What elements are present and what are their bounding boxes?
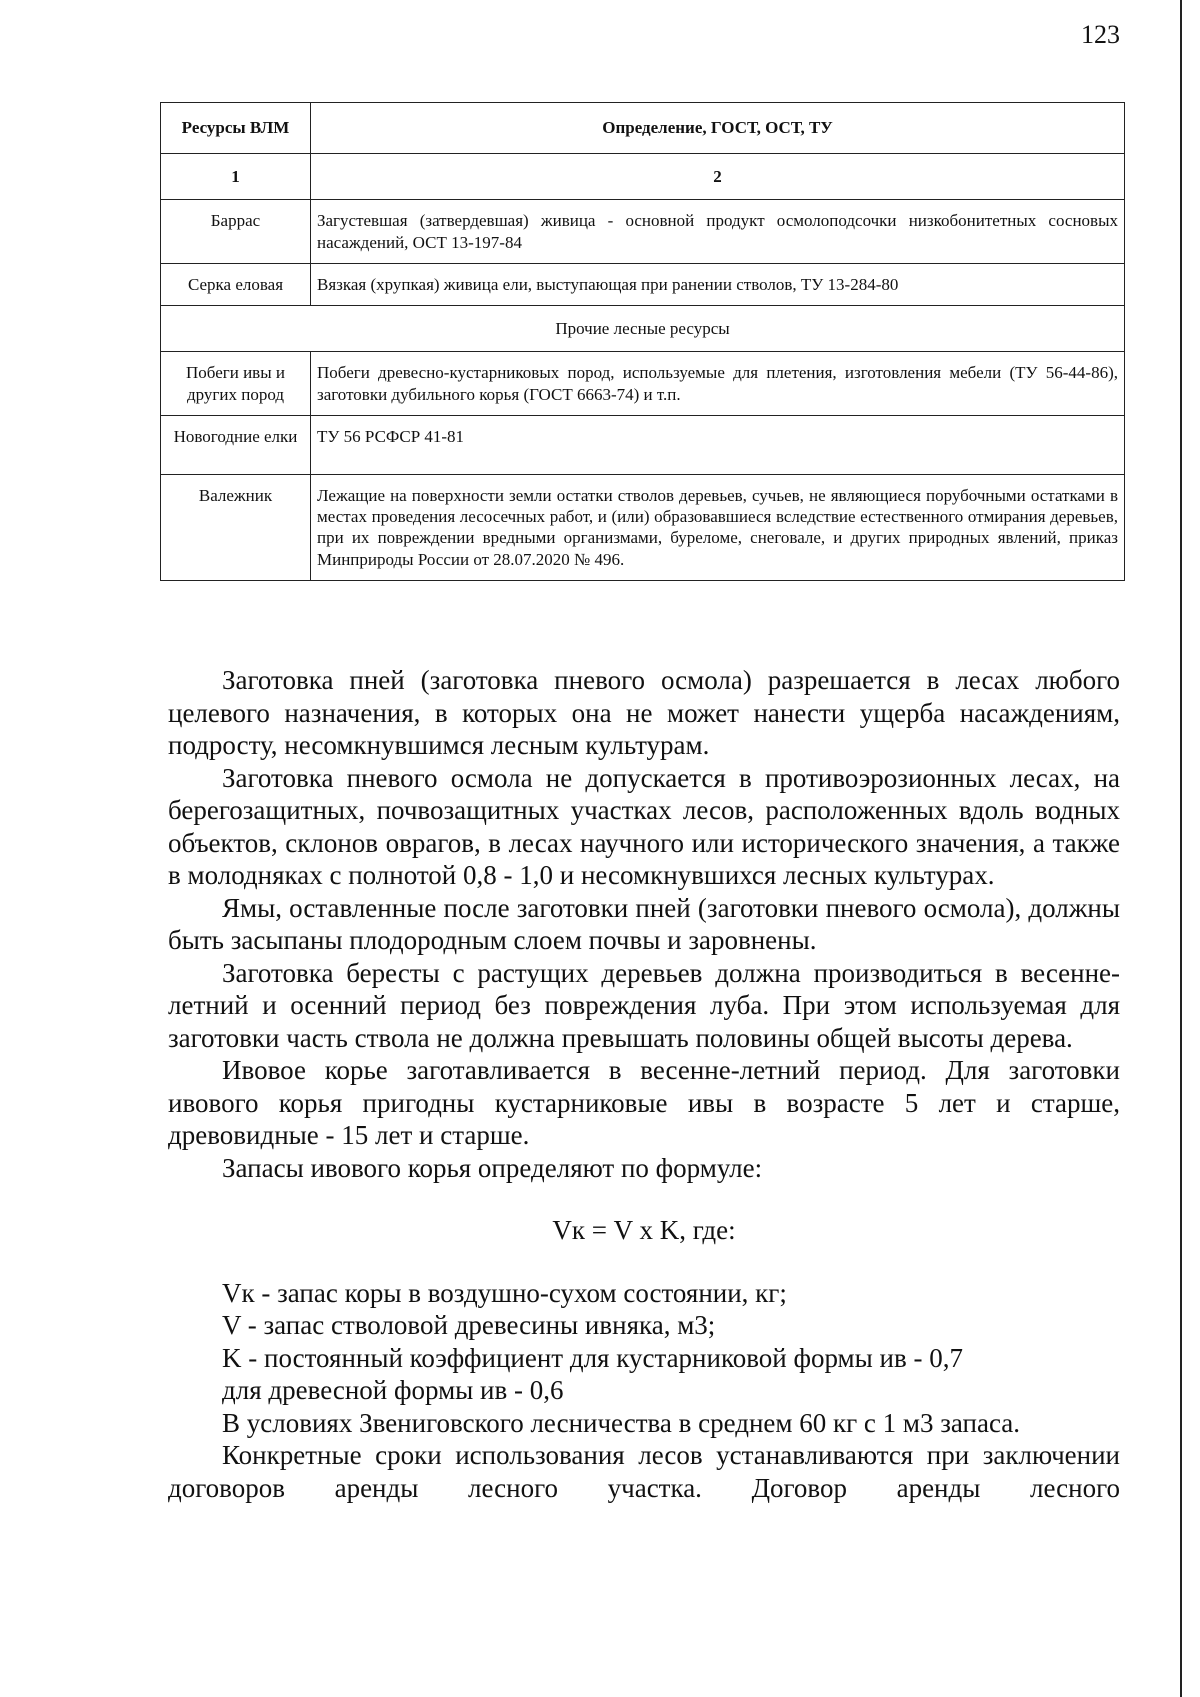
column-number-2: 2 bbox=[311, 154, 1125, 200]
table-row bbox=[161, 352, 1125, 416]
section-title: Прочие лесные ресурсы bbox=[161, 306, 1125, 352]
header-definition: Определение, ГОСТ, ОСТ, ТУ bbox=[311, 103, 1125, 154]
table-row bbox=[161, 415, 1125, 474]
resource-name: Серка еловая bbox=[161, 263, 311, 305]
header-resources: Ресурсы ВЛМ bbox=[161, 103, 311, 154]
resource-name: Баррас bbox=[161, 200, 311, 264]
section-row bbox=[161, 306, 1125, 352]
formula-definition: Vк - запас коры в воздушно-сухом состоянии, кг; bbox=[222, 1277, 787, 1308]
resource-definition: Лежащие на поверхности земли остатки стволов деревьев, сучьев, не являющиеся порубочными остатками в местах проведения лесосечных работ, и (или) образовавшиеся вследствие естественного отмирания деревьев, при их повреждении вредными организмами, буреломе, снеговале, и других природных явлений, приказ Минприроды России от 28.07.2020 № 496. bbox=[311, 474, 1125, 580]
formula: Vк = V x K, где: bbox=[552, 1215, 736, 1245]
resource-definition: ТУ 56 РСФСР 41-81 bbox=[311, 415, 1125, 474]
resource-name: Побеги ивы и других пород bbox=[161, 352, 311, 416]
paragraph: Запасы ивового корья определяют по формуле: bbox=[222, 1152, 763, 1183]
paragraph: Заготовка бересты с растущих деревьев должна производиться в весенне-летний и осенний период без повреждения луба. При этом используемая для заготовки часть ствола не должна превышать половины общей высоты дерева. bbox=[168, 957, 1120, 1053]
body-text bbox=[168, 664, 1120, 1504]
resources-table bbox=[160, 102, 1125, 581]
paragraph: Заготовка пневого осмола не допускается в противоэрозионных лесах, на берегозащитных, почвозащитных участках лесов, расположенных вдоль водных объектов, склонов оврагов, в лесах научного или исторического значения, а также в молодняках с полнотой 0,8 - 1,0 и несомкнувшихся лесных культурах. bbox=[168, 762, 1120, 890]
resource-definition: Загустевшая (затвердевшая) живица - основной продукт осмолоподсочки низкобонитетных сосновых насаждений, ОСТ 13-197-84 bbox=[311, 200, 1125, 264]
resource-definition: Вязкая (хрупкая) живица ели, выступающая при ранении стволов, ТУ 13-284-80 bbox=[311, 263, 1125, 305]
resource-name: Новогодние елки bbox=[161, 415, 311, 474]
resource-name: Валежник bbox=[161, 474, 311, 580]
formula-definition: для древесной формы ив - 0,6 bbox=[222, 1375, 564, 1405]
resource-definition: Побеги древесно-кустарниковых пород, используемые для плетения, изготовления мебели (ТУ 56-44-86), заготовки дубильного корья (ГОСТ 6663-74) и т.п. bbox=[311, 352, 1125, 416]
paragraph: Ивовое корье заготавливается в весенне-летний период. Для заготовки ивового корья пригодны кустарниковые ивы в возрасте 5 лет и старше, древовидные - 15 лет и старше. bbox=[168, 1055, 1120, 1150]
paragraph: Заготовка пней (заготовка пневого осмола) разрешается в лесах любого целевого назначения, в которых она не может нанести ущерба насаждениям, подросту, несомкнувшимся лесным культурам. bbox=[168, 665, 1120, 760]
paragraph: Конкретные сроки использования лесов устанавливаются при заключении договоров аренды лесного участка. Договор аренды лесного bbox=[168, 1440, 1120, 1503]
column-number-row bbox=[161, 154, 1125, 200]
page-number: 123 bbox=[1081, 20, 1120, 49]
table-row bbox=[161, 200, 1125, 264]
table-header-row bbox=[161, 103, 1125, 154]
formula-definition: V - запас стволовой древесины ивняка, м3; bbox=[222, 1310, 716, 1340]
formula-definition: K - постоянный коэффициент для кустарниковой формы ив - 0,7 bbox=[222, 1342, 963, 1373]
page-edge-line bbox=[1180, 0, 1182, 1697]
column-number-1: 1 bbox=[161, 154, 311, 200]
table-row bbox=[161, 474, 1125, 580]
paragraph: В условиях Звениговского лесничества в среднем 60 кг с 1 м3 запаса. bbox=[222, 1407, 1021, 1438]
paragraph: Ямы, оставленные после заготовки пней (заготовки пневого осмола), должны быть засыпаны плодородным слоем почвы и заровнены. bbox=[168, 892, 1120, 955]
table-row bbox=[161, 263, 1125, 305]
